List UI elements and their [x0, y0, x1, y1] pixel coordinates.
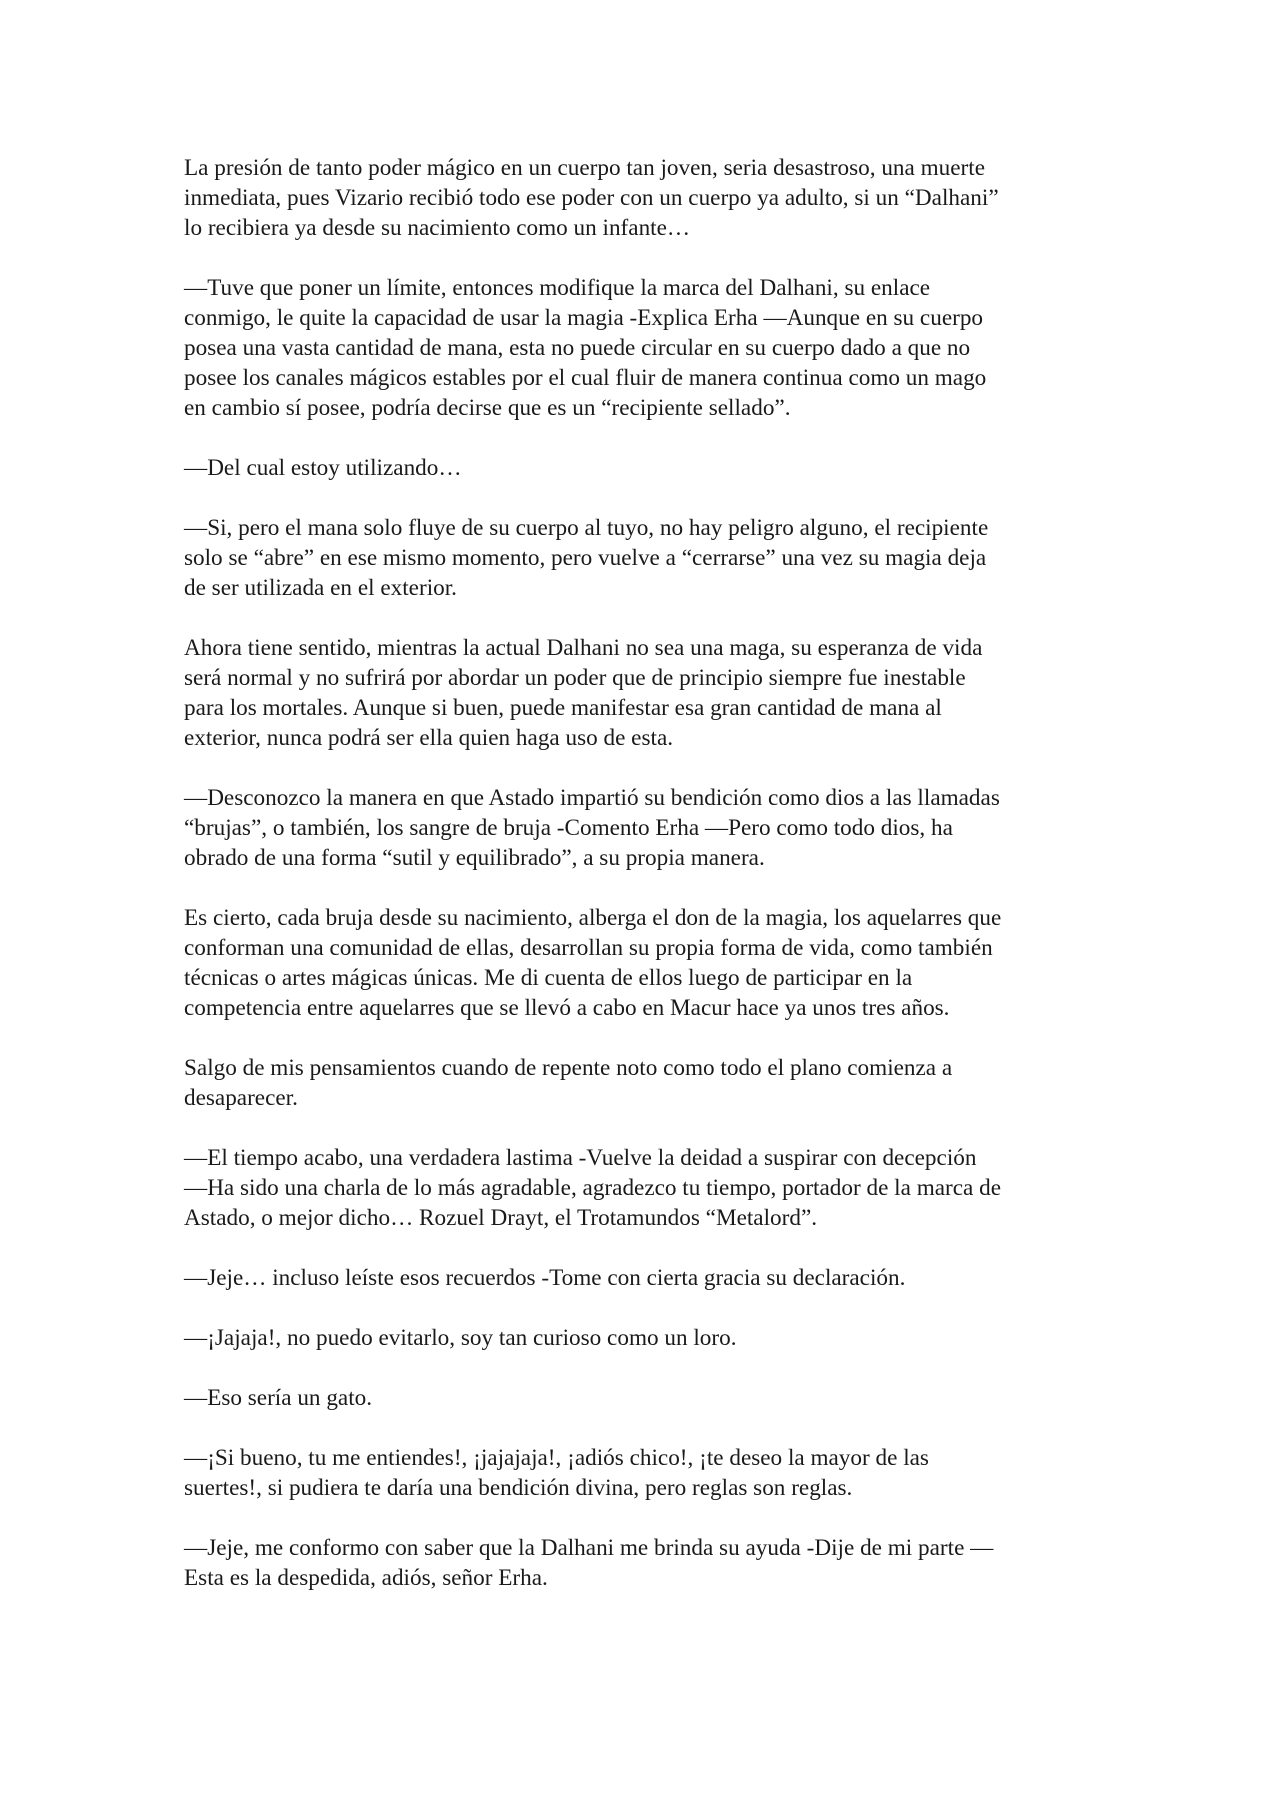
paragraph: —Del cual estoy utilizando…: [184, 455, 462, 481]
paragraph: —Si, pero el mana solo fluye de su cuerpo al tuyo, no hay peligro alguno, el recipiente solo se “abre” en ese mismo momento, pero vuelve a “cerrarse” una vez su magia deja de ser utilizada en el exterior.: [184, 515, 989, 601]
paragraph: —Jeje, me conformo con saber que la Dalhani me brinda su ayuda -Dije de mi parte — Esta es la despedida, adiós, señor Erha.: [184, 1535, 994, 1591]
paragraph: —Tuve que poner un límite, entonces modifique la marca del Dalhani, su enlace conmigo, le quite la capacidad de usar la magia -Explica Erha —Aunque en su cuerpo posea una vasta cantidad de mana, esta no puede circular en su cuerpo dado a que no posee los canales mágicos estables por el cual fluir de manera continua como un mago en cambio sí posee, podría decirse que es un “recipiente sellado”.: [184, 275, 987, 421]
paragraph: —¡Si bueno, tu me entiendes!, ¡jajajaja!, ¡adiós chico!, ¡te deseo la mayor de las suertes!, si pudiera te daría una bendición divina, pero reglas son reglas.: [184, 1445, 929, 1501]
paragraph: —Desconozco la manera en que Astado impartió su bendición como dios a las llamadas “brujas”, o también, los sangre de bruja -Comento Erha —Pero como todo dios, ha obrado de una forma “sutil y equilibrado”, a su propia manera.: [184, 785, 1000, 871]
paragraph: Es cierto, cada bruja desde su nacimiento, alberga el don de la magia, los aquelarres que conforman una comunidad de ellas, desarrollan su propia forma de vida, como también técnicas o artes mágicas únicas. Me di cuenta de ellos luego de participar en la competencia entre aquelarres que se llevó a cabo en Macur hace ya unos tres años.: [184, 905, 1002, 1021]
paragraph: —Jeje… incluso leíste esos recuerdos -Tome con cierta gracia su declaración.: [184, 1265, 906, 1291]
paragraph: —¡Jajaja!, no puedo evitarlo, soy tan curioso como un loro.: [184, 1325, 737, 1351]
paragraph: —Eso sería un gato.: [184, 1385, 373, 1411]
paragraph: —El tiempo acabo, una verdadera lastima -Vuelve la deidad a suspirar con decepción: [184, 1145, 977, 1171]
paragraph: La presión de tanto poder mágico en un cuerpo tan joven, seria desastroso, una muerte inmediata, pues Vizario recibió todo ese poder con un cuerpo ya adulto, si un “Dalhani” lo recibiera ya desde su nacimiento como un infante…: [184, 155, 999, 241]
paragraph: Salgo de mis pensamientos cuando de repente noto como todo el plano comienza a desaparecer.: [184, 1055, 953, 1111]
document-body: [184, 153, 1104, 1623]
paragraph: —Ha sido una charla de lo más agradable, agradezco tu tiempo, portador de la marca de Astado, o mejor dicho… Rozuel Drayt, el Trotamundos “Metalord”.: [184, 1175, 1002, 1231]
paragraph: Ahora tiene sentido, mientras la actual Dalhani no sea una maga, su esperanza de vida será normal y no sufrirá por abordar un poder que de principio siempre fue inestable para los mortales. Aunque si buen, puede manifestar esa gran cantidad de mana al exterior, nunca podrá ser ella quien haga uso de esta.: [184, 635, 983, 751]
